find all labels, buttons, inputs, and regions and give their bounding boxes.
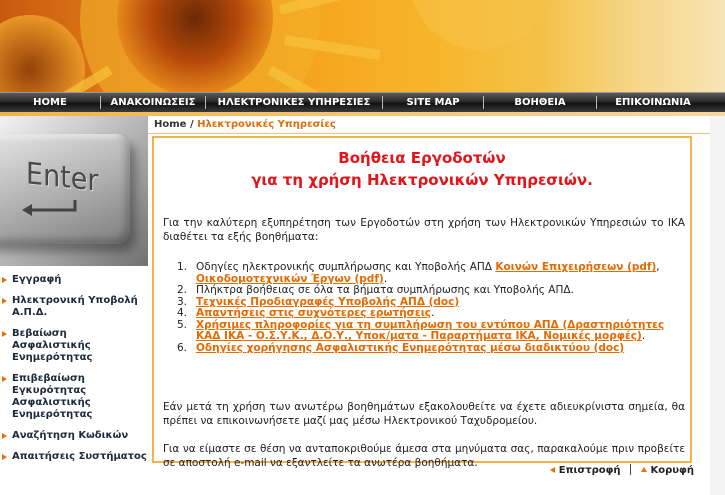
help-steps-list xyxy=(163,262,688,354)
sidebar-item-label: Αναζήτηση Κωδικών xyxy=(12,430,129,441)
sidebar-item-register[interactable] xyxy=(0,274,148,286)
sidebar-item-verify-certificate[interactable] xyxy=(0,373,148,421)
enter-key-image xyxy=(0,116,148,266)
list-number: 6. xyxy=(177,341,188,354)
link-technical-specs-doc[interactable]: Τεχνικές Προδιαγραφές Υποβολής ΑΠΔ (doc) xyxy=(196,295,460,308)
main-content xyxy=(148,116,710,495)
nav-electronic-services[interactable]: ΗΛΕΚΤΡΟΝΙΚΕΣ ΥΠΗΡΕΣΙΕΣ xyxy=(217,97,371,108)
header-banner xyxy=(0,0,725,92)
list-item xyxy=(163,262,688,285)
sidebar-item-label: Βεβαίωση Ασφαλιστικής Ενημερότητας xyxy=(12,328,93,363)
breadcrumb xyxy=(154,119,336,130)
intro-text: Για την καλύτερη εξυπηρέτηση των Εργοδοτών στη χρήση των Ηλεκτρονικών Υπηρεσιών το ΙΚΑ διαθέτει τα εξής βοηθήματα: xyxy=(163,217,685,243)
sidebar-item-code-search[interactable] xyxy=(0,430,148,442)
right-margin xyxy=(710,116,725,495)
bullet-arrow-icon xyxy=(2,298,7,304)
sidebar-item-submit-apd[interactable] xyxy=(0,295,148,319)
list-punct: . xyxy=(641,330,646,342)
contact-paragraph: Εάν μετά τη χρήση των ανωτέρω βοηθημάτων εξακολουθείτε να έχετε αδιευκρίνιστα σημεία, θα πρέπει να επικοινωνήσετε μαζί μας μέσω Ηλεκτρονικού Ταχυδρομείου. xyxy=(163,401,685,427)
sidebar-item-label: Απαιτήσεις Συστήματος xyxy=(12,451,147,462)
link-faq[interactable]: Απαντήσεις στις συχνότερες ερωτήσεις xyxy=(196,307,432,319)
breadcrumb-divider xyxy=(148,133,710,134)
list-text: Πλήκτρα βοήθειας σε όλα τα βήματα συμπλήρωσης και Υποβολής ΑΠΔ. xyxy=(196,284,574,296)
sidebar-item-system-requirements[interactable] xyxy=(0,451,148,463)
back-link-label: Επιστροφή xyxy=(558,465,621,476)
nav-contact[interactable]: ΕΠΙΚΟΙΝΩΝΙΑ xyxy=(615,97,691,108)
footer-separator xyxy=(630,464,631,475)
up-arrow-icon xyxy=(641,467,647,472)
sidebar-nav xyxy=(0,274,148,472)
email-paragraph: Για να είμαστε σε θέση να ανταποκριθούμε άμεσα στα μηνύματα σας, παρακαλούμε πριν προβείτε σε αποστολή e-mail να εξαντλείτε τα ανωτέρα βοηθήματα. xyxy=(163,443,685,469)
nav-home[interactable]: HOME xyxy=(33,97,67,108)
bullet-arrow-icon xyxy=(2,454,7,460)
top-link-label: Κορυφή xyxy=(650,465,694,476)
list-punct: , xyxy=(656,261,660,273)
enter-arrow-icon xyxy=(20,198,80,218)
link-insurance-certificate-doc[interactable]: Οδηγίες χορήγησης Ασφαλιστικής Ενημερότητας μέσω διαδικτύου (doc) xyxy=(196,341,625,354)
page-subtitle: για τη χρήση Ηλεκτρονικών Υπηρεσιών. xyxy=(251,171,593,189)
list-item xyxy=(163,343,688,355)
sidebar xyxy=(0,116,148,495)
nav-announcements[interactable]: ΑΝΑΚΟΙΝΩΣΕΙΣ xyxy=(110,97,196,108)
sidebar-item-label: Εγγραφή xyxy=(12,274,62,285)
link-common-businesses-pdf[interactable]: Κοινών Επιχειρήσεων (pdf) xyxy=(495,261,657,273)
list-punct: . xyxy=(383,272,388,285)
list-number: 4. xyxy=(177,307,188,319)
breadcrumb-current: Ηλεκτρονικές Υπηρεσίες xyxy=(197,119,336,130)
sidebar-item-label: Επιβεβαίωση Εγκυρότητας Ασφαλιστικής Ενημερότητας xyxy=(12,373,93,420)
enter-key-label: Enter xyxy=(26,156,99,199)
link-useful-info[interactable]: Χρήσιμες πληροφορίες για τη συμπλήρωση του εντύπου ΑΠΔ (Δραστηριότητες ΚΑΔ ΙΚΑ - Ο.Σ.Υ.Κ., Δ.Ο.Υ., Υποκ/ματα - Παραρτήματα ΙΚΑ, Νομικές μορφές) xyxy=(196,318,665,342)
bullet-arrow-icon xyxy=(2,331,7,337)
list-text: Οδηγίες ηλεκτρονικής συμπλήρωσης και Υποβολής ΑΠΔ xyxy=(196,261,496,273)
nav-help[interactable]: ΒΟΗΘΕΙΑ xyxy=(514,97,566,108)
back-arrow-icon xyxy=(550,467,555,473)
page-footer-links xyxy=(550,464,694,476)
sidebar-item-label: Ηλεκτρονική Υποβολή Α.Π.Δ. xyxy=(12,295,138,318)
page-title: Βοήθεια Εργοδοτών xyxy=(338,149,506,167)
link-construction-works-pdf[interactable]: Οικοδομοτεχνικών Έργων (pdf) xyxy=(196,272,384,285)
main-nav xyxy=(0,92,725,112)
back-link[interactable] xyxy=(550,465,621,476)
list-item xyxy=(163,320,688,343)
nav-sitemap[interactable]: SITE MAP xyxy=(406,97,460,108)
sunflower-image xyxy=(0,0,725,92)
bullet-arrow-icon xyxy=(2,277,7,283)
list-number: 2. xyxy=(177,284,188,296)
sidebar-item-insurance-certificate[interactable] xyxy=(0,328,148,364)
list-punct: . xyxy=(431,307,435,319)
list-number: 5. xyxy=(177,318,188,331)
help-panel xyxy=(152,136,692,469)
breadcrumb-separator: / xyxy=(189,119,194,130)
bullet-arrow-icon xyxy=(2,433,7,439)
top-link[interactable] xyxy=(641,465,694,476)
list-number: 3. xyxy=(177,295,188,308)
list-number: 1. xyxy=(177,261,188,273)
breadcrumb-home[interactable]: Home xyxy=(154,119,187,130)
bullet-arrow-icon xyxy=(2,376,7,382)
